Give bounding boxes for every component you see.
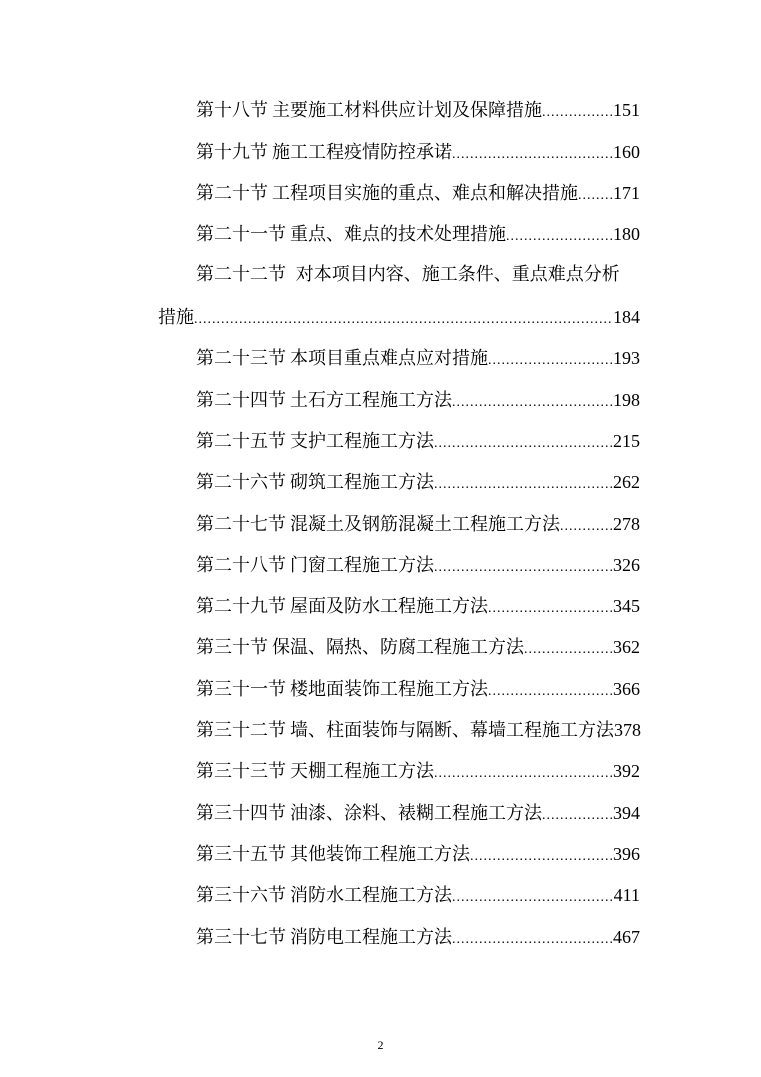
toc-leader-dots xyxy=(488,594,613,624)
toc-leader-dots xyxy=(434,553,613,583)
toc-title: 重点、难点的技术处理措施 xyxy=(290,224,506,245)
toc-section-number: 第二十八节 xyxy=(196,555,286,576)
toc-entry[interactable] xyxy=(196,798,640,828)
toc-page-number: 394 xyxy=(613,803,640,823)
toc-leader-dots xyxy=(578,181,613,211)
toc-section-number: 第三十五节 xyxy=(196,844,286,865)
toc-page-number: 184 xyxy=(613,307,640,327)
toc-leader-dots xyxy=(488,346,613,376)
toc-entry[interactable] xyxy=(196,922,640,952)
toc-leader-dots xyxy=(506,222,613,252)
toc-entry[interactable] xyxy=(196,178,640,208)
toc-entry[interactable] xyxy=(196,467,640,497)
toc-page-number: 278 xyxy=(613,514,640,534)
toc-page-number: 467 xyxy=(613,927,640,947)
toc-section-number: 第二十五节 xyxy=(196,431,286,452)
toc-page-number: 345 xyxy=(613,596,640,616)
toc-leader-dots xyxy=(488,677,613,707)
toc-page-number: 326 xyxy=(613,555,640,575)
toc-entry[interactable] xyxy=(196,95,640,125)
toc-section-number: 第三十七节 xyxy=(196,927,286,948)
toc-entry[interactable] xyxy=(196,426,640,456)
toc-title: 墙、柱面装饰与隔断、幕墙工程施工方法 xyxy=(290,720,614,741)
toc-title: 主要施工材料供应计划及保障措施 xyxy=(272,100,542,121)
toc-title: 对本项目内容、施工条件、重点难点分析 xyxy=(295,264,620,285)
toc-page-number: 362 xyxy=(613,637,640,657)
toc-section-number: 第十八节 xyxy=(196,100,268,121)
toc-title: 本项目重点难点应对措施 xyxy=(290,348,488,369)
toc-title: 屋面及防水工程施工方法 xyxy=(290,596,488,617)
toc-entry[interactable] xyxy=(196,137,640,167)
toc-title: 天棚工程施工方法 xyxy=(290,761,434,782)
toc-entry[interactable] xyxy=(196,674,640,704)
toc-leader-dots xyxy=(434,759,613,789)
toc-page-number: 198 xyxy=(613,390,640,410)
toc-section-number: 第二十三节 xyxy=(196,348,286,369)
toc-title: 混凝土及钢筋混凝土工程施工方法 xyxy=(290,514,560,535)
toc-leader-dots xyxy=(542,98,613,128)
toc-entry[interactable] xyxy=(196,385,640,415)
toc-leader-dots xyxy=(470,842,613,872)
toc-title: 门窗工程施工方法 xyxy=(290,555,434,576)
toc-section-number: 第二十二节 xyxy=(196,264,286,285)
toc-leader-dots xyxy=(452,140,613,170)
toc-title-continuation: 措施 xyxy=(158,307,194,328)
toc-leader-dots xyxy=(542,801,613,831)
page-footer-number: 2 xyxy=(377,1038,384,1052)
toc-entry[interactable] xyxy=(196,756,640,786)
toc-page-number: 411 xyxy=(613,885,640,905)
toc-leader-dots xyxy=(194,305,613,335)
toc-leader-dots xyxy=(452,883,614,913)
toc-title: 楼地面装饰工程施工方法 xyxy=(290,679,488,700)
toc-section-number: 第三十三节 xyxy=(196,761,286,782)
toc-section-number: 第三十六节 xyxy=(196,885,286,906)
toc-page-number: 193 xyxy=(613,348,640,368)
toc-page-number: 378 xyxy=(614,720,641,740)
toc-entry[interactable] xyxy=(196,715,640,745)
toc-entry-wrapped-line1[interactable] xyxy=(196,260,640,290)
toc-entry[interactable] xyxy=(196,343,640,373)
toc-entry-wrapped-line2[interactable] xyxy=(158,302,640,332)
toc-page-number: 215 xyxy=(613,431,640,451)
toc-section-number: 第十九节 xyxy=(196,142,268,163)
toc-leader-dots xyxy=(452,388,613,418)
toc-page-number: 171 xyxy=(613,183,640,203)
toc-title: 土石方工程施工方法 xyxy=(290,390,452,411)
toc-entry[interactable] xyxy=(196,550,640,580)
toc-entry[interactable] xyxy=(196,509,640,539)
toc-page-number: 396 xyxy=(613,844,640,864)
toc-section-number: 第二十六节 xyxy=(196,472,286,493)
toc-title: 其他装饰工程施工方法 xyxy=(290,844,470,865)
toc-title: 工程项目实施的重点、难点和解决措施 xyxy=(272,183,578,204)
toc-entry[interactable] xyxy=(196,839,640,869)
toc-leader-dots xyxy=(524,635,613,665)
toc-section-number: 第三十一节 xyxy=(196,679,286,700)
toc-title: 施工工程疫情防控承诺 xyxy=(272,142,452,163)
toc-section-number: 第二十四节 xyxy=(196,390,286,411)
toc-section-number: 第二十七节 xyxy=(196,514,286,535)
toc-page-number: 366 xyxy=(613,679,640,699)
toc-entry[interactable] xyxy=(196,219,640,249)
toc-page-number: 262 xyxy=(613,472,640,492)
toc-title: 消防电工程施工方法 xyxy=(290,927,452,948)
toc-section-number: 第二十节 xyxy=(196,183,268,204)
toc-entry[interactable] xyxy=(196,591,640,621)
toc-leader-dots xyxy=(560,512,613,542)
toc-page-number: 392 xyxy=(613,761,640,781)
toc-page-number: 160 xyxy=(613,142,640,162)
toc-title: 消防水工程施工方法 xyxy=(290,885,452,906)
toc-entry[interactable] xyxy=(196,632,640,662)
toc-section-number: 第三十二节 xyxy=(196,720,286,741)
toc-page-number: 180 xyxy=(613,224,640,244)
toc-section-number: 第三十四节 xyxy=(196,803,286,824)
toc-section-number: 第二十九节 xyxy=(196,596,286,617)
toc-entry[interactable] xyxy=(196,880,640,910)
toc-title: 油漆、涂料、裱糊工程施工方法 xyxy=(290,803,542,824)
toc-leader-dots xyxy=(452,925,613,955)
toc-title: 砌筑工程施工方法 xyxy=(290,472,434,493)
toc-leader-dots xyxy=(434,470,613,500)
toc-section-number: 第二十一节 xyxy=(196,224,286,245)
toc-leader-dots xyxy=(434,429,613,459)
toc-section-number: 第三十节 xyxy=(196,637,268,658)
toc-title: 保温、隔热、防腐工程施工方法 xyxy=(272,637,524,658)
toc-page-number: 151 xyxy=(613,100,640,120)
toc-title: 支护工程施工方法 xyxy=(290,431,434,452)
